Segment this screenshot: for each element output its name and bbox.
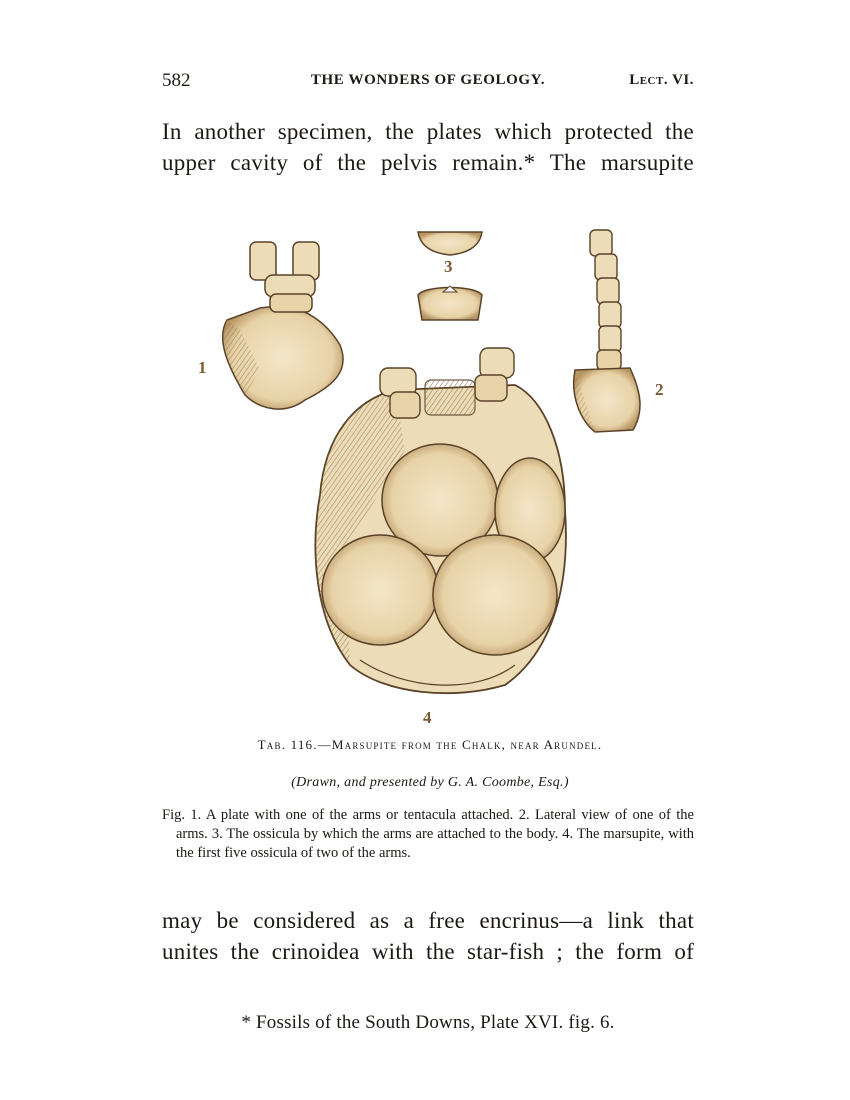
- text-line: unites the crinoidea with the star-fish ; the form of: [162, 939, 694, 964]
- figure-label-1: 1: [198, 358, 207, 377]
- running-head: [162, 70, 694, 94]
- lecture-number: Lect. VI.: [629, 72, 694, 88]
- body-paragraph-top: [162, 116, 694, 178]
- page-number: 582: [162, 70, 191, 91]
- text-line: may be considered as a free encrinus—a link that: [162, 908, 694, 933]
- figure-caption-credit: (Drawn, and presented by G. A. Coombe, Esq.): [291, 775, 569, 790]
- fig2-lateral-arm: [574, 230, 640, 432]
- figure-label-3: 3: [444, 257, 453, 276]
- text-line: In another specimen, the plates which protected the: [162, 119, 694, 144]
- text-line: upper cavity of the pelvis remain.* The marsupite: [162, 150, 694, 175]
- figure-legend: [162, 806, 694, 863]
- figure-label-4: 4: [423, 708, 432, 727]
- figure-label-2: 2: [655, 380, 664, 399]
- running-head-title: THE WONDERS OF GEOLOGY.: [310, 72, 546, 88]
- figure-legend-text: Fig. 1. A plate with one of the arms or tentacula attached. 2. Lateral view of one of the arms. 3. The ossicula by which the arms are attached to the body. 4. The marsupite, with the first five ossicula of two of the arms.: [162, 807, 694, 861]
- body-paragraph-bottom: [162, 905, 694, 967]
- marsupite-illustration: [185, 220, 675, 740]
- figure-caption-title: Tab. 116.—Marsupite from the Chalk, near Arundel.: [257, 737, 603, 752]
- marsupite-figure: [185, 220, 675, 740]
- fig1-plate-with-arm: [223, 242, 343, 409]
- fig4-marsupite-body: [315, 348, 565, 693]
- footnote: * Fossils of the South Downs, Plate XVI. fig. 6.: [241, 1012, 615, 1033]
